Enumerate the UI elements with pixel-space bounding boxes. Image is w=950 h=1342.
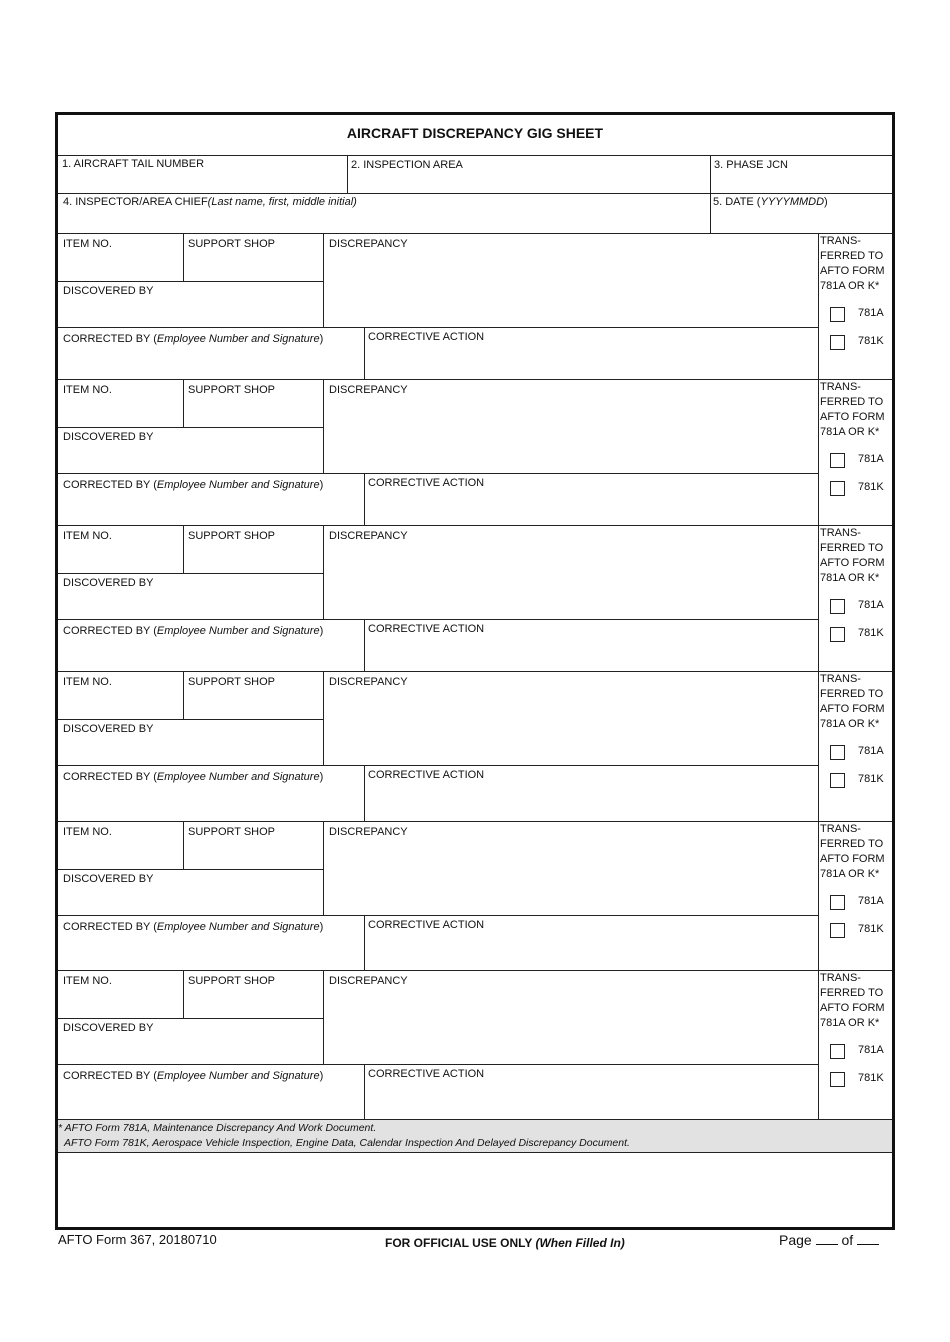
checkbox-781a-label: 781A xyxy=(858,307,884,319)
transferred-label: TRANS- FERRED TO AFTO FORM 781A OR K* xyxy=(820,673,885,730)
discovered-by-field[interactable]: DISCOVERED BY xyxy=(63,723,154,735)
checkbox-781a-label: 781A xyxy=(858,453,884,465)
corrected-by-hint: Employee Number and Signature xyxy=(156,921,320,933)
corrected-by-label: CORRECTED BY ( xyxy=(63,333,157,345)
transferred-label: TRANS- FERRED TO AFTO FORM 781A OR K* xyxy=(820,823,885,880)
discrepancy-field[interactable]: DISCREPANCY xyxy=(329,238,408,250)
checkbox-781a[interactable] xyxy=(830,745,845,760)
of-label: of xyxy=(841,1232,854,1248)
corrected-by-close: ) xyxy=(319,333,324,345)
corrected-by-hint: Employee Number and Signature xyxy=(156,625,320,637)
divider xyxy=(818,379,819,525)
date-format: YYYYMMDD xyxy=(760,196,825,208)
divider xyxy=(58,155,892,156)
corrected-by-field[interactable] xyxy=(63,1070,323,1083)
checkbox-781a[interactable] xyxy=(830,599,845,614)
transferred-label: TRANS- FERRED TO AFTO FORM 781A OR K* xyxy=(820,527,885,584)
checkbox-781a[interactable] xyxy=(830,1044,845,1059)
checkbox-781k[interactable] xyxy=(830,1072,845,1087)
divider xyxy=(183,379,184,427)
checkbox-781k[interactable] xyxy=(830,481,845,496)
discrepancy-field[interactable]: DISCREPANCY xyxy=(329,530,408,542)
divider xyxy=(183,970,184,1018)
corrective-action-field[interactable]: CORRECTIVE ACTION xyxy=(368,331,485,343)
divider xyxy=(818,970,819,1119)
corrected-by-field[interactable] xyxy=(63,771,323,784)
divider xyxy=(58,765,818,766)
transferred-label: TRANS- FERRED TO AFTO FORM 781A OR K* xyxy=(820,972,885,1029)
corrected-by-hint: Employee Number and Signature xyxy=(156,1070,320,1082)
divider xyxy=(323,821,324,915)
corrected-by-label: CORRECTED BY ( xyxy=(63,771,157,783)
inspector-field[interactable] xyxy=(63,196,357,209)
discovered-by-field[interactable]: DISCOVERED BY xyxy=(63,873,154,885)
discovered-by-field[interactable]: DISCOVERED BY xyxy=(63,285,154,297)
corrected-by-hint: Employee Number and Signature xyxy=(156,479,320,491)
date-label: 5. DATE ( xyxy=(713,196,761,208)
inspector-label: 4. INSPECTOR/AREA CHIEF xyxy=(63,196,208,208)
divider xyxy=(818,525,819,671)
corrected-by-close: ) xyxy=(319,1070,324,1082)
corrected-by-field[interactable] xyxy=(63,479,323,492)
support-shop-field[interactable]: SUPPORT SHOP xyxy=(188,975,276,987)
divider xyxy=(58,473,818,474)
item-no-field[interactable]: ITEM NO. xyxy=(63,238,112,250)
checkbox-781k-label: 781K xyxy=(858,335,884,347)
gig-sheet-form xyxy=(55,112,895,1230)
transferred-label: TRANS- FERRED TO AFTO FORM 781A OR K* xyxy=(820,381,885,438)
corrected-by-close: ) xyxy=(319,771,324,783)
discovered-by-field[interactable]: DISCOVERED BY xyxy=(63,431,154,443)
footnote-box xyxy=(58,1119,892,1153)
checkbox-781k-label: 781K xyxy=(858,773,884,785)
divider xyxy=(58,1018,323,1019)
corrected-by-field[interactable] xyxy=(63,921,323,934)
corrective-action-field[interactable]: CORRECTIVE ACTION xyxy=(368,477,485,489)
transferred-label: TRANS- FERRED TO AFTO FORM 781A OR K* xyxy=(820,235,885,292)
divider xyxy=(364,915,365,970)
divider xyxy=(818,821,819,970)
checkbox-781a-label: 781A xyxy=(858,599,884,611)
corrected-by-label: CORRECTED BY ( xyxy=(63,1070,157,1082)
item-no-field[interactable]: ITEM NO. xyxy=(63,384,112,396)
divider xyxy=(58,281,323,282)
corrected-by-field[interactable] xyxy=(63,333,323,346)
checkbox-781k[interactable] xyxy=(830,627,845,642)
support-shop-field[interactable]: SUPPORT SHOP xyxy=(188,826,276,838)
checkbox-781a[interactable] xyxy=(830,453,845,468)
official-use-text: FOR OFFICIAL USE ONLY xyxy=(385,1236,536,1250)
divider xyxy=(364,1064,365,1119)
divider xyxy=(58,915,818,916)
support-shop-field[interactable]: SUPPORT SHOP xyxy=(188,238,276,250)
corrected-by-label: CORRECTED BY ( xyxy=(63,479,157,491)
checkbox-781k[interactable] xyxy=(830,335,845,350)
divider xyxy=(323,233,324,327)
official-use-notice xyxy=(385,1236,625,1250)
divider xyxy=(58,719,323,720)
divider xyxy=(364,327,365,379)
checkbox-781k-label: 781K xyxy=(858,481,884,493)
footnote-781a: * AFTO Form 781A, Maintenance Discrepancy And Work Document. xyxy=(58,1122,377,1134)
corrected-by-close: ) xyxy=(319,479,324,491)
page-total-field[interactable] xyxy=(857,1232,879,1245)
divider xyxy=(58,619,818,620)
date-field[interactable] xyxy=(713,196,828,209)
divider xyxy=(323,525,324,619)
checkbox-781a-label: 781A xyxy=(858,1044,884,1056)
corrective-action-field[interactable]: CORRECTIVE ACTION xyxy=(368,919,485,931)
discrepancy-field[interactable]: DISCREPANCY xyxy=(329,975,408,987)
checkbox-781k-label: 781K xyxy=(858,627,884,639)
item-no-field[interactable]: ITEM NO. xyxy=(63,530,112,542)
divider xyxy=(364,765,365,821)
divider xyxy=(183,233,184,281)
date-close: ) xyxy=(824,196,828,208)
divider xyxy=(58,327,818,328)
divider xyxy=(58,1064,818,1065)
checkbox-781k-label: 781K xyxy=(858,1072,884,1084)
support-shop-field[interactable]: SUPPORT SHOP xyxy=(188,384,276,396)
aircraft-tail-number-field[interactable]: 1. AIRCRAFT TAIL NUMBER xyxy=(62,158,205,170)
discrepancy-field[interactable]: DISCREPANCY xyxy=(329,384,408,396)
checkbox-781k-label: 781K xyxy=(858,923,884,935)
corrected-by-hint: Employee Number and Signature xyxy=(156,333,320,345)
checkbox-781a-label: 781A xyxy=(858,895,884,907)
discrepancy-field[interactable]: DISCREPANCY xyxy=(329,826,408,838)
support-shop-field[interactable]: SUPPORT SHOP xyxy=(188,676,276,688)
divider xyxy=(710,155,711,233)
discovered-by-field[interactable]: DISCOVERED BY xyxy=(63,577,154,589)
inspection-area-field[interactable]: 2. INSPECTION AREA xyxy=(351,159,463,171)
corrective-action-field[interactable]: CORRECTIVE ACTION xyxy=(368,623,485,635)
discovered-by-field[interactable]: DISCOVERED BY xyxy=(63,1022,154,1034)
discrepancy-field[interactable]: DISCREPANCY xyxy=(329,676,408,688)
item-no-field[interactable]: ITEM NO. xyxy=(63,975,112,987)
corrective-action-field[interactable]: CORRECTIVE ACTION xyxy=(368,1068,485,1080)
corrected-by-field[interactable] xyxy=(63,625,323,638)
form-id: AFTO Form 367, 20180710 xyxy=(58,1232,217,1247)
corrected-by-label: CORRECTED BY ( xyxy=(63,625,157,637)
support-shop-field[interactable]: SUPPORT SHOP xyxy=(188,530,276,542)
divider xyxy=(183,671,184,719)
phase-jcn-field[interactable]: 3. PHASE JCN xyxy=(714,159,788,171)
divider xyxy=(58,193,892,194)
page-number xyxy=(779,1232,879,1248)
corrected-by-close: ) xyxy=(319,921,324,933)
corrected-by-hint: Employee Number and Signature xyxy=(156,771,320,783)
item-no-field[interactable]: ITEM NO. xyxy=(63,826,112,838)
divider xyxy=(323,671,324,765)
checkbox-781k[interactable] xyxy=(830,773,845,788)
form-title: AIRCRAFT DISCREPANCY GIG SHEET xyxy=(346,125,604,141)
divider xyxy=(58,869,323,870)
divider xyxy=(364,473,365,525)
page-current-field[interactable] xyxy=(816,1232,838,1245)
divider xyxy=(58,427,323,428)
divider xyxy=(323,379,324,473)
corrected-by-label: CORRECTED BY ( xyxy=(63,921,157,933)
divider xyxy=(818,671,819,821)
divider xyxy=(818,233,819,379)
divider xyxy=(58,573,323,574)
corrected-by-close: ) xyxy=(319,625,324,637)
official-use-qualifier: (When Filled In) xyxy=(535,1236,625,1250)
checkbox-781a[interactable] xyxy=(830,307,845,322)
checkbox-781k[interactable] xyxy=(830,923,845,938)
checkbox-781a[interactable] xyxy=(830,895,845,910)
divider xyxy=(183,821,184,869)
divider xyxy=(347,155,348,193)
checkbox-781a-label: 781A xyxy=(858,745,884,757)
footnote-781k: AFTO Form 781K, Aerospace Vehicle Inspection, Engine Data, Calendar Inspection And Delayed Discrepancy Document. xyxy=(64,1137,630,1149)
page-label: Page xyxy=(779,1232,812,1248)
corrective-action-field[interactable]: CORRECTIVE ACTION xyxy=(368,769,485,781)
inspector-hint: (Last name, first, middle initial) xyxy=(207,196,357,208)
item-no-field[interactable]: ITEM NO. xyxy=(63,676,112,688)
divider xyxy=(364,619,365,671)
divider xyxy=(183,525,184,573)
divider xyxy=(323,970,324,1064)
